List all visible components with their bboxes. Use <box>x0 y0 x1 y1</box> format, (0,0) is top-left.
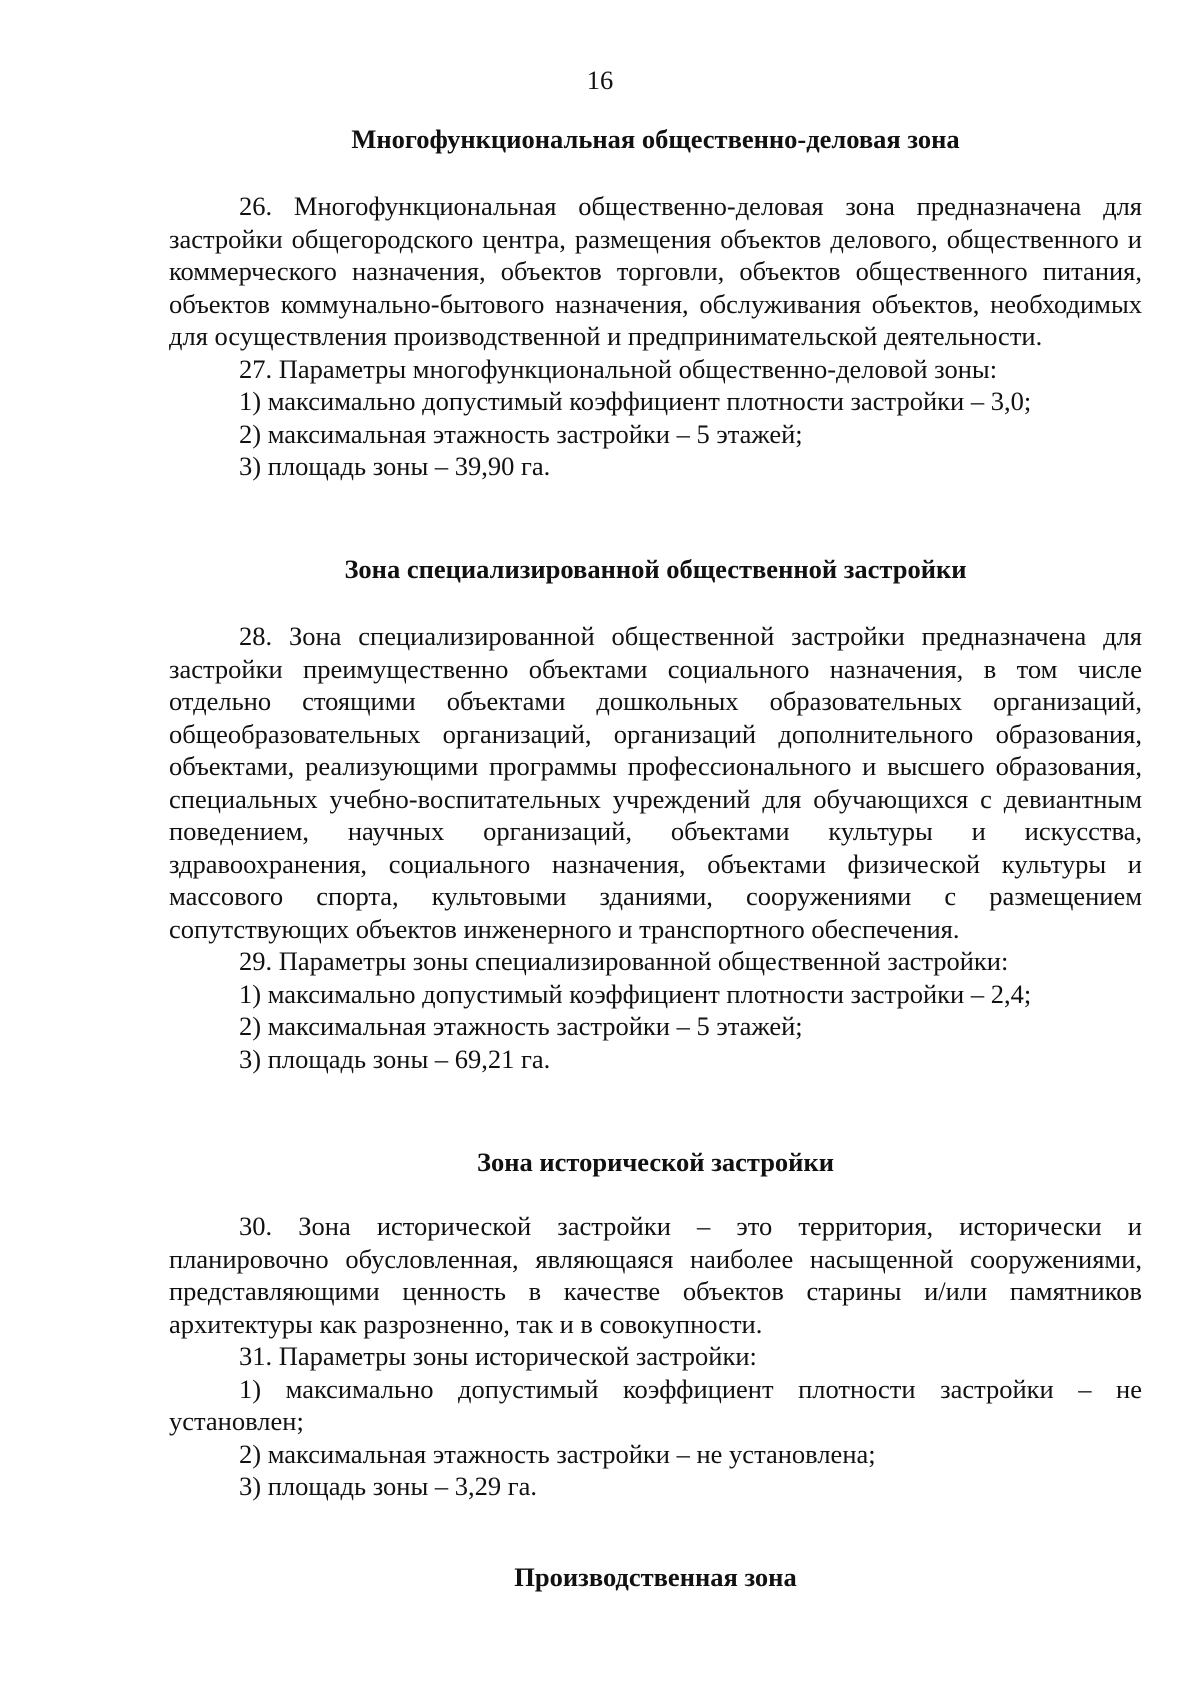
paragraph: 28. Зона специализированной общественной застройки предназначена для застройки преимущественно объектами социального назначения, в том числе отдельно стоящими объектами дошкольных образовательных организаций, общеобразовательных организаций, организаций дополнительного образования, объектами, реализующими программы профессионального и высшего образования, специальных учебно-воспитательных учреждений для обучающихся с девиантным поведением, научных организаций, объектами культуры и искусства, здравоохранения, социального назначения, объектами физической культуры и массового спорта, культовыми зданиями, сооружениями с размещением сопутствующих объектов инженерного и транспортного обеспечения. <box>169 621 1142 944</box>
section-heading: Зона специализированной общественной застройки <box>344 554 967 584</box>
paragraph: 31. Параметры зоны исторической застройки: <box>239 1341 757 1371</box>
section-heading: Производственная зона <box>514 1562 797 1592</box>
list-item: 1) максимально допустимый коэффициент плотности застройки – не установлен; <box>169 1373 1142 1436</box>
section-heading: Многофункциональная общественно-деловая зона <box>351 124 960 154</box>
section-heading: Зона исторической застройки <box>477 1147 834 1177</box>
paragraph: 27. Параметры многофункциональной общественно-деловой зоны: <box>239 353 998 384</box>
section-body <box>169 190 1142 483</box>
paragraph: 30. Зона исторической застройки – это территория, исторически и планировочно обусловленная, являющаяся наиболее насыщенной сооружениями, представляющими ценность в качестве объектов старины и/или памятников архитектуры как разрозненно, так и в совокупности. <box>169 1211 1142 1339</box>
paragraph: 26. Многофункциональная общественно-деловая зона предназначена для застройки общегородского центра, размещения объектов делового, общественного и коммерческого назначения, объектов торговли, объектов общественного питания, объектов коммунально-бытового назначения, обслуживания объектов, необходимых для осуществления производственной и предпринимательской деятельности. <box>169 191 1142 351</box>
page-number: 16 <box>586 65 614 95</box>
list-item: 2) максимальная этажность застройки – 5 этажей; <box>239 418 803 449</box>
list-item: 2) максимальная этажность застройки – 5 этажей; <box>239 1011 803 1041</box>
section-body <box>169 1210 1142 1503</box>
section-body <box>169 620 1142 1075</box>
list-item: 1) максимально допустимый коэффициент плотности застройки – 2,4; <box>239 978 1032 1009</box>
list-item: 1) максимально допустимый коэффициент плотности застройки – 3,0; <box>239 386 1032 416</box>
list-item: 2) максимальная этажность застройки – не установлена; <box>239 1438 876 1469</box>
list-item: 3) площадь зоны – 3,29 га. <box>239 1471 538 1501</box>
paragraph: 29. Параметры зоны специализированной общественной застройки: <box>239 946 1009 976</box>
list-item: 3) площадь зоны – 69,21 га. <box>239 1043 551 1074</box>
list-item: 3) площадь зоны – 39,90 га. <box>239 451 551 481</box>
